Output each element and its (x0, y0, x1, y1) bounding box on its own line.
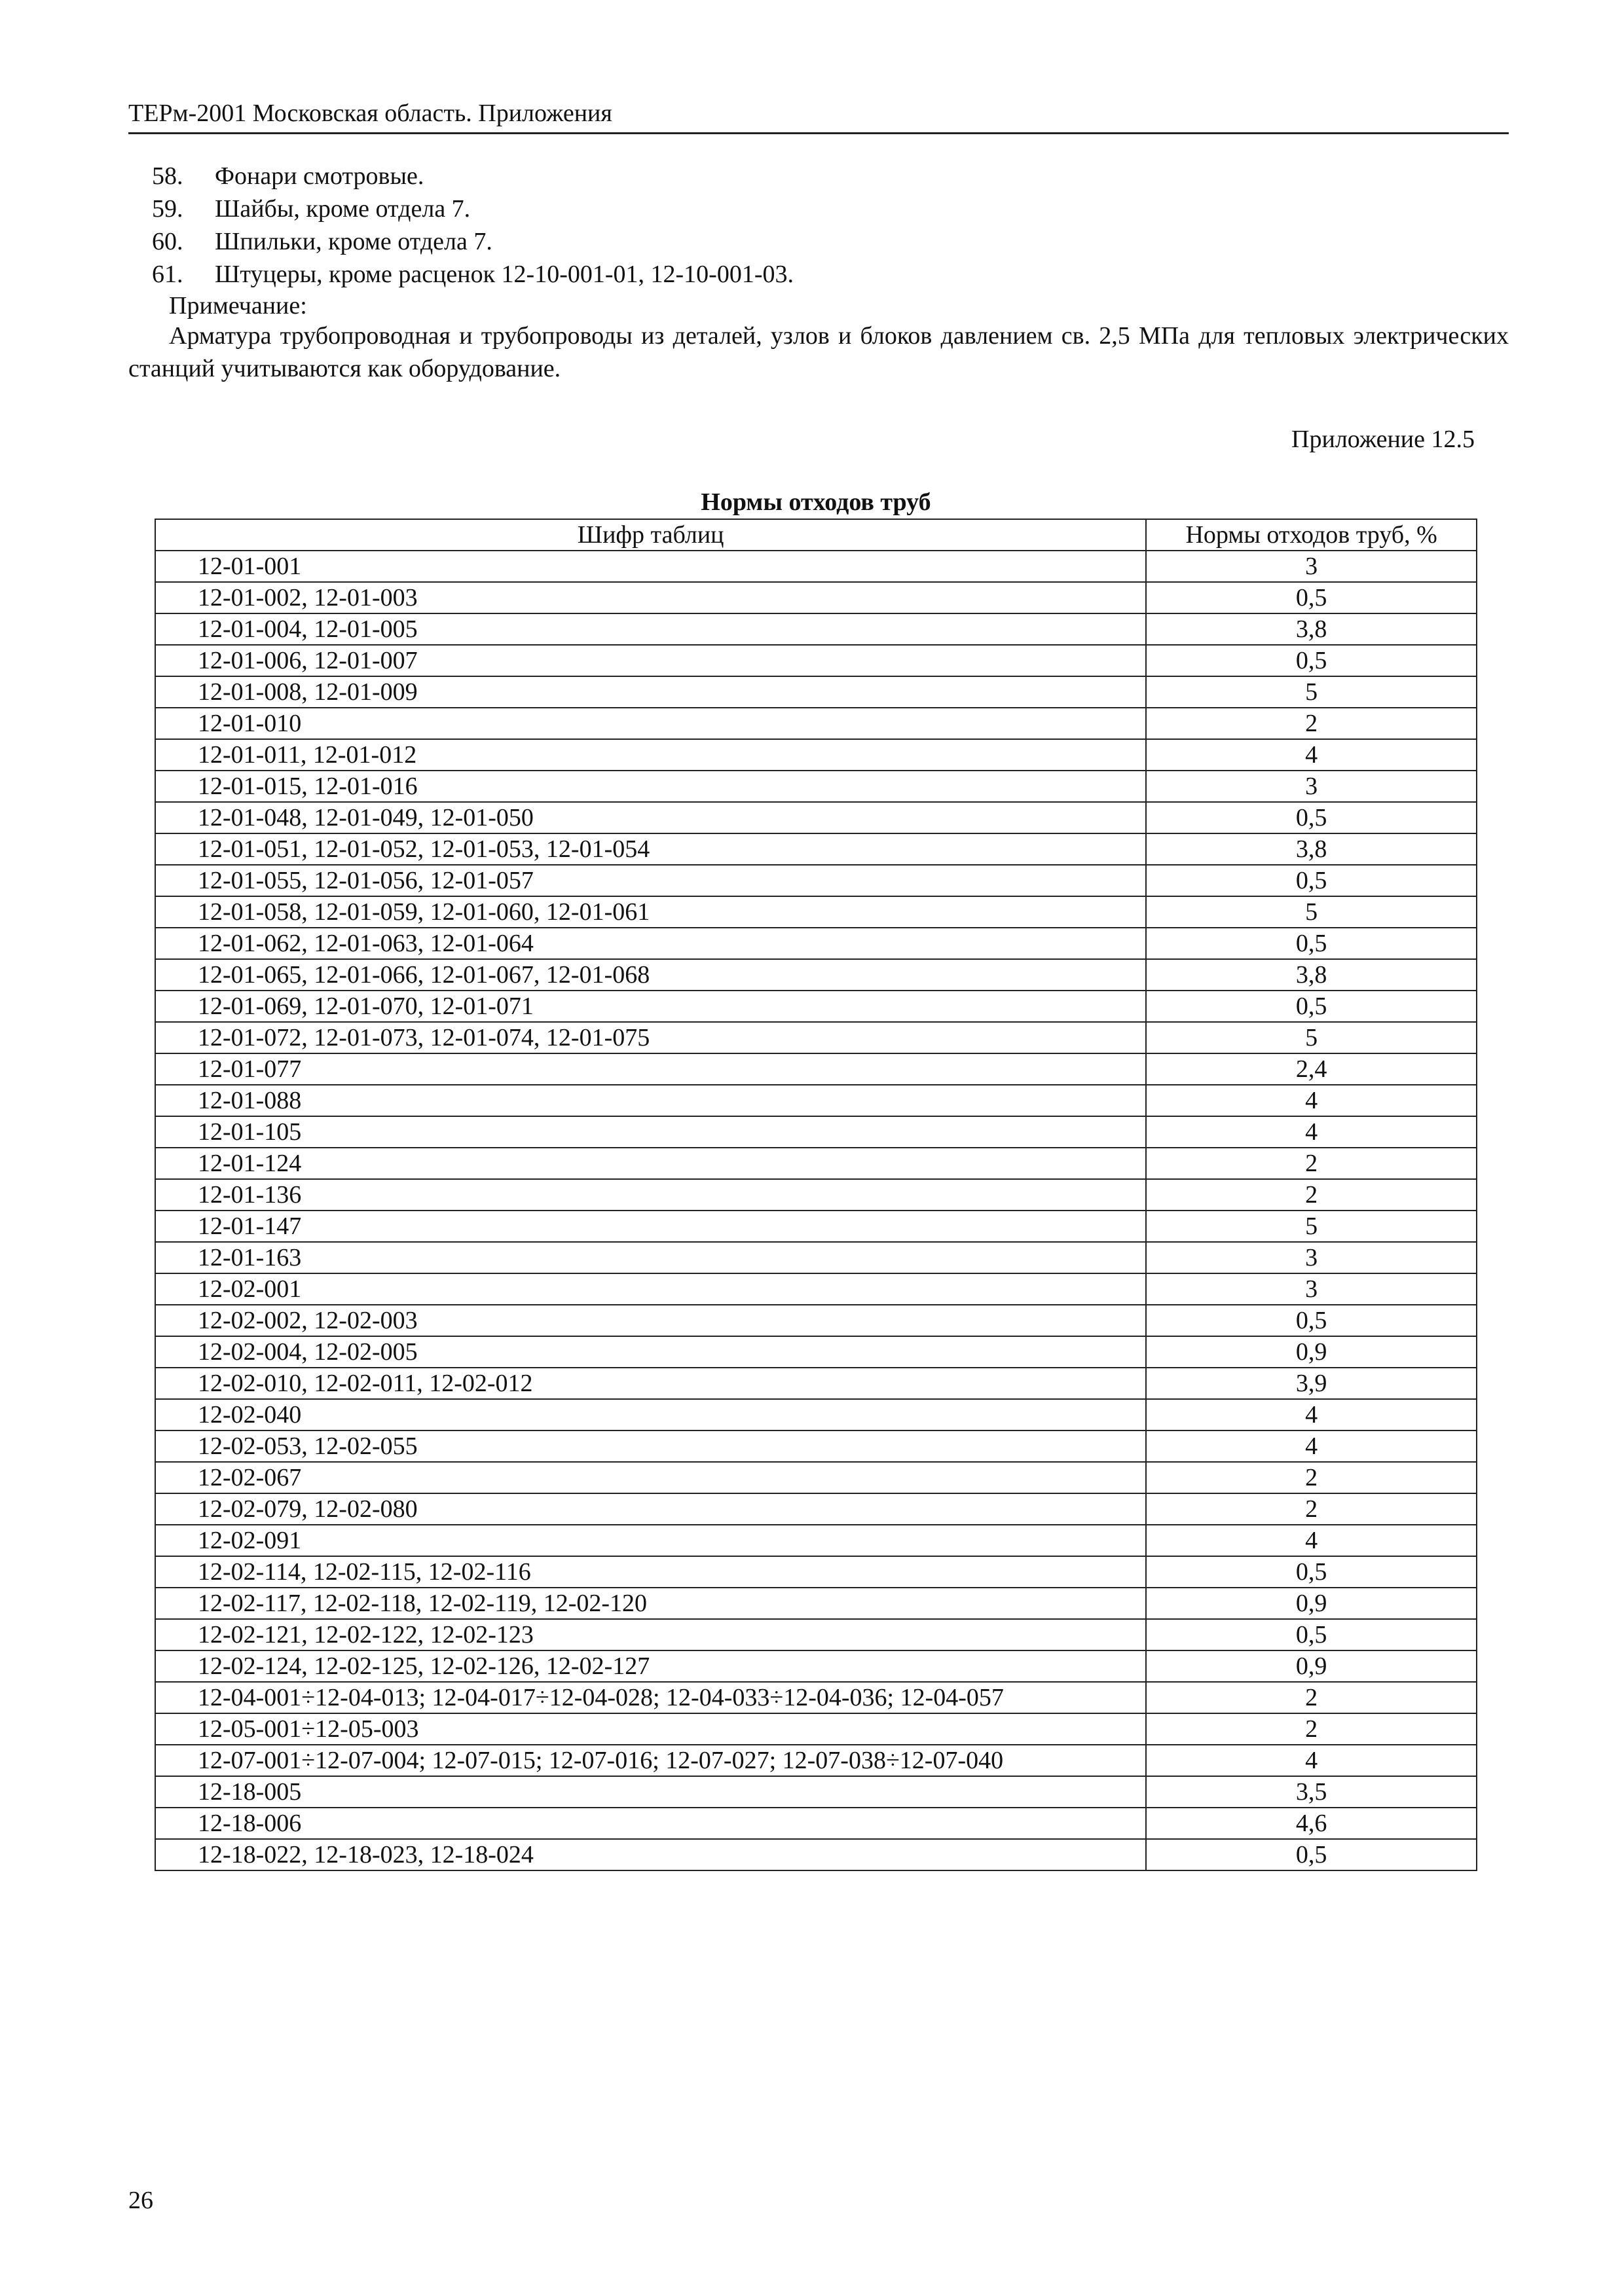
list-item-number: 60. (152, 228, 183, 255)
table-header-row (155, 519, 1477, 551)
table-row (155, 1273, 1477, 1305)
table-cell-code: 12-01-069, 12-01-070, 12-01-071 (155, 991, 1146, 1022)
table-row (155, 1776, 1477, 1808)
table-row (155, 959, 1477, 991)
table-cell-norm: 0,5 (1146, 865, 1477, 896)
table-cell-code: 12-07-001÷12-07-004; 12-07-015; 12-07-016; 12-07-027; 12-07-038÷12-07-040 (155, 1745, 1146, 1776)
table-cell-code: 12-02-040 (155, 1399, 1146, 1430)
table-row (155, 1839, 1477, 1870)
table-cell-norm: 3,8 (1146, 833, 1477, 865)
table-cell-code: 12-02-067 (155, 1462, 1146, 1493)
table-cell-norm: 0,5 (1146, 1556, 1477, 1588)
note-text: Арматура трубопроводная и трубопроводы из деталей, узлов и блоков давлением св. 2,5 МПа для тепловых электрических станций учитываются как оборудование. (128, 322, 1509, 382)
table-cell-norm: 2 (1146, 1682, 1477, 1713)
table-cell-norm: 0,9 (1146, 1336, 1477, 1368)
table-cell-norm: 2 (1146, 708, 1477, 739)
table-cell-code: 12-01-136 (155, 1179, 1146, 1211)
table-row (155, 928, 1477, 959)
table-row (155, 991, 1477, 1022)
table-cell-norm: 0,5 (1146, 928, 1477, 959)
table-cell-code: 12-01-001 (155, 551, 1146, 582)
table-cell-code: 12-01-062, 12-01-063, 12-01-064 (155, 928, 1146, 959)
table-cell-norm: 3,8 (1146, 613, 1477, 645)
table-cell-norm: 0,5 (1146, 582, 1477, 613)
table-cell-code: 12-05-001÷12-05-003 (155, 1713, 1146, 1745)
table-cell-code: 12-18-006 (155, 1808, 1146, 1839)
table-row (155, 1493, 1477, 1525)
table-row (155, 1808, 1477, 1839)
table-cell-norm: 3,9 (1146, 1368, 1477, 1399)
table-cell-code: 12-01-008, 12-01-009 (155, 676, 1146, 708)
table-cell-code: 12-02-010, 12-02-011, 12-02-012 (155, 1368, 1146, 1399)
list-item-text: Шпильки, кроме отдела 7. (215, 228, 492, 255)
table-cell-code: 12-01-124 (155, 1148, 1146, 1179)
table-row (155, 1556, 1477, 1588)
table-cell-norm: 2 (1146, 1462, 1477, 1493)
table-cell-norm: 4,6 (1146, 1808, 1477, 1839)
table-cell-code: 12-01-004, 12-01-005 (155, 613, 1146, 645)
table-cell-code: 12-02-004, 12-02-005 (155, 1336, 1146, 1368)
table-cell-code: 12-02-114, 12-02-115, 12-02-116 (155, 1556, 1146, 1588)
table-row (155, 613, 1477, 645)
table-row (155, 1211, 1477, 1242)
table-row (155, 645, 1477, 676)
table-cell-norm: 5 (1146, 1022, 1477, 1053)
table-cell-norm: 3 (1146, 1242, 1477, 1273)
table-cell-code: 12-18-022, 12-18-023, 12-18-024 (155, 1839, 1146, 1870)
table-cell-norm: 3 (1146, 1273, 1477, 1305)
list-item-text: Штуцеры, кроме расценок 12-10-001-01, 12-10-001-03. (215, 261, 794, 288)
table-row (155, 1148, 1477, 1179)
list-item (128, 192, 1509, 225)
table-row (155, 896, 1477, 928)
table-cell-code: 12-01-002, 12-01-003 (155, 582, 1146, 613)
table-cell-norm: 4 (1146, 1116, 1477, 1148)
table-cell-code: 12-18-005 (155, 1776, 1146, 1808)
table-cell-code: 12-01-010 (155, 708, 1146, 739)
table-row (155, 1650, 1477, 1682)
column-header-norm: Нормы отходов труб, % (1146, 519, 1477, 551)
table-cell-code: 12-01-051, 12-01-052, 12-01-053, 12-01-054 (155, 833, 1146, 865)
table-cell-norm: 4 (1146, 1430, 1477, 1462)
table-row (155, 1713, 1477, 1745)
table-cell-norm: 3,8 (1146, 959, 1477, 991)
note-label: Примечание: (169, 292, 307, 319)
table-cell-norm: 0,9 (1146, 1650, 1477, 1682)
table-row (155, 708, 1477, 739)
table-row (155, 1242, 1477, 1273)
table-cell-code: 12-02-079, 12-02-080 (155, 1493, 1146, 1525)
table-cell-norm: 5 (1146, 1211, 1477, 1242)
table-cell-norm: 2 (1146, 1493, 1477, 1525)
table-cell-norm: 0,5 (1146, 802, 1477, 833)
table-row (155, 1430, 1477, 1462)
table-title: Нормы отходов труб (701, 488, 931, 516)
table-cell-code: 12-01-048, 12-01-049, 12-01-050 (155, 802, 1146, 833)
table-row (155, 1588, 1477, 1619)
table-cell-norm: 2 (1146, 1148, 1477, 1179)
table-row (155, 865, 1477, 896)
table-cell-norm: 0,9 (1146, 1588, 1477, 1619)
table-cell-code: 12-01-006, 12-01-007 (155, 645, 1146, 676)
table-cell-norm: 2 (1146, 1713, 1477, 1745)
table-row (155, 1336, 1477, 1368)
table-cell-norm: 4 (1146, 1399, 1477, 1430)
table-row (155, 833, 1477, 865)
table-cell-norm: 0,5 (1146, 1305, 1477, 1336)
table-row (155, 582, 1477, 613)
table-row (155, 1525, 1477, 1556)
table-cell-code: 12-01-015, 12-01-016 (155, 771, 1146, 802)
table-cell-norm: 0,5 (1146, 645, 1477, 676)
table-cell-norm: 4 (1146, 739, 1477, 771)
table-cell-norm: 3,5 (1146, 1776, 1477, 1808)
table-cell-code: 12-01-058, 12-01-059, 12-01-060, 12-01-061 (155, 896, 1146, 928)
table-row (155, 1368, 1477, 1399)
appendix-label: Приложение 12.5 (1291, 426, 1475, 453)
table-cell-code: 12-02-124, 12-02-125, 12-02-126, 12-02-127 (155, 1650, 1146, 1682)
table-row (155, 1399, 1477, 1430)
list-item (128, 258, 1509, 291)
list-item-number: 61. (152, 261, 183, 288)
table-cell-code: 12-02-002, 12-02-003 (155, 1305, 1146, 1336)
page-number: 26 (128, 2187, 153, 2214)
table-cell-norm: 0,5 (1146, 1619, 1477, 1650)
column-header-code: Шифр таблиц (155, 519, 1146, 551)
table-cell-norm: 0,5 (1146, 991, 1477, 1022)
table-row (155, 771, 1477, 802)
table-cell-code: 12-01-011, 12-01-012 (155, 739, 1146, 771)
table-cell-code: 12-01-065, 12-01-066, 12-01-067, 12-01-068 (155, 959, 1146, 991)
table-cell-norm: 2,4 (1146, 1053, 1477, 1085)
table-cell-code: 12-01-147 (155, 1211, 1146, 1242)
table-row (155, 1682, 1477, 1713)
table-cell-norm: 4 (1146, 1525, 1477, 1556)
numbered-list (128, 160, 1509, 291)
table-cell-norm: 2 (1146, 1179, 1477, 1211)
table-cell-code: 12-01-088 (155, 1085, 1146, 1116)
table-row (155, 1745, 1477, 1776)
list-item (128, 160, 1509, 192)
table-cell-norm: 5 (1146, 896, 1477, 928)
table-cell-code: 12-02-121, 12-02-122, 12-02-123 (155, 1619, 1146, 1650)
table-cell-code: 12-01-072, 12-01-073, 12-01-074, 12-01-075 (155, 1022, 1146, 1053)
table-row (155, 676, 1477, 708)
waste-norms-table (155, 519, 1477, 1871)
table-cell-code: 12-02-091 (155, 1525, 1146, 1556)
table-row (155, 1053, 1477, 1085)
table-row (155, 1305, 1477, 1336)
table-row (155, 1085, 1477, 1116)
table-cell-code: 12-02-001 (155, 1273, 1146, 1305)
table-cell-norm: 5 (1146, 676, 1477, 708)
table-cell-code: 12-01-055, 12-01-056, 12-01-057 (155, 865, 1146, 896)
table-row (155, 1619, 1477, 1650)
table-cell-norm: 4 (1146, 1745, 1477, 1776)
table-row (155, 739, 1477, 771)
table-cell-code: 12-02-053, 12-02-055 (155, 1430, 1146, 1462)
table-cell-code: 12-01-077 (155, 1053, 1146, 1085)
table-cell-code: 12-02-117, 12-02-118, 12-02-119, 12-02-120 (155, 1588, 1146, 1619)
table-row (155, 802, 1477, 833)
table-cell-code: 12-01-105 (155, 1116, 1146, 1148)
table-cell-norm: 3 (1146, 551, 1477, 582)
list-item-number: 58. (152, 162, 183, 190)
list-item-text: Шайбы, кроме отдела 7. (215, 195, 471, 223)
table-cell-code: 12-04-001÷12-04-013; 12-04-017÷12-04-028; 12-04-033÷12-04-036; 12-04-057 (155, 1682, 1146, 1713)
table-cell-code: 12-01-163 (155, 1242, 1146, 1273)
list-item (128, 225, 1509, 258)
table-row (155, 1022, 1477, 1053)
table-row (155, 1116, 1477, 1148)
table-cell-norm: 0,5 (1146, 1839, 1477, 1870)
table-cell-norm: 4 (1146, 1085, 1477, 1116)
table-row (155, 551, 1477, 582)
list-item-number: 59. (152, 195, 183, 223)
list-item-text: Фонари смотровые. (215, 162, 424, 190)
table-row (155, 1179, 1477, 1211)
running-header: ТЕРм-2001 Московская область. Приложения (128, 98, 1509, 134)
table-cell-norm: 3 (1146, 771, 1477, 802)
table-body (155, 551, 1477, 1870)
table-row (155, 1462, 1477, 1493)
